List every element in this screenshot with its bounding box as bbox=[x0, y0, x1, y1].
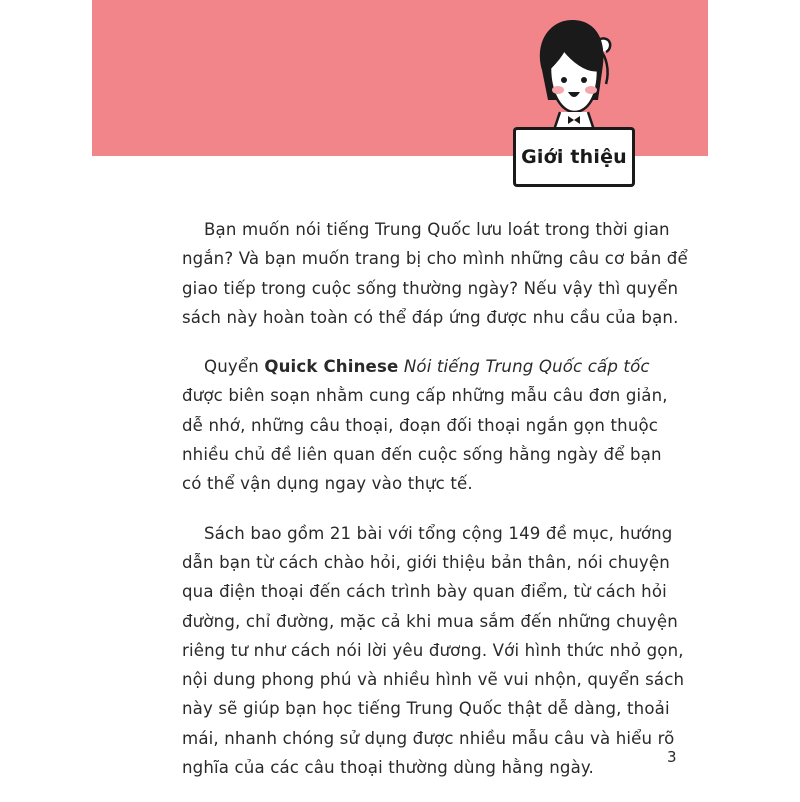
section-title: Giới thiệu bbox=[521, 146, 627, 168]
text-line: nghĩa của các câu thoại thường dùng hằng ngày. bbox=[182, 758, 594, 778]
text-line: ngắn? Và bạn muốn trang bị cho mình những câu cơ bản để bbox=[182, 249, 688, 269]
text-line: này sẽ giúp bạn học tiếng Trung Quốc thật dễ dàng, thoải bbox=[182, 699, 670, 719]
text-line: riêng tư như cách nói lời yêu đương. Với hình thức nhỏ gọn, bbox=[182, 640, 684, 660]
text-prefix: Quyển bbox=[204, 357, 265, 377]
paragraph-2 bbox=[182, 352, 672, 498]
text-line: giao tiếp trong cuộc sống thường ngày? Nếu vậy thì quyển bbox=[182, 278, 679, 298]
text-line: qua điện thoại đến cách trình bày quan điểm, từ cách hỏi bbox=[182, 582, 667, 602]
text-line: dẫn bạn từ cách chào hỏi, giới thiệu bản thân, nói chuyện bbox=[182, 552, 670, 572]
text-line: nhiều chủ đề liên quan đến cuộc sống hằng ngày để bạn bbox=[182, 445, 662, 465]
text-line: Bạn muốn nói tiếng Trung Quốc lưu loát trong thời gian bbox=[204, 220, 670, 239]
text-line: dễ nhớ, những câu thoại, đoạn đối thoại ngắn gọn thuộc bbox=[182, 415, 659, 435]
book-title-bold: Quick Chinese bbox=[264, 357, 399, 377]
text-line: mái, nhanh chóng sử dụng được nhiều mẫu câu và hiểu rõ bbox=[182, 728, 675, 748]
text-line: được biên soạn nhằm cung cấp những mẫu câu đơn giản, bbox=[182, 386, 668, 406]
girl-mascot-icon bbox=[520, 12, 630, 132]
book-page bbox=[92, 0, 708, 800]
paragraph-1 bbox=[182, 215, 688, 332]
page-number: 3 bbox=[667, 748, 677, 766]
text-line: sách này hoàn toàn có thể đáp ứng được nhu cầu của bạn. bbox=[182, 307, 679, 327]
intro-body bbox=[182, 215, 688, 802]
book-subtitle-italic: Nói tiếng Trung Quốc cấp tốc bbox=[403, 357, 650, 377]
text-line: có thể vận dụng ngay vào thực tế. bbox=[182, 474, 473, 494]
text-line: đường, chỉ đường, mặc cả khi mua sắm đến những chuyện bbox=[182, 611, 678, 631]
paragraph-3 bbox=[182, 519, 685, 783]
text-line-mixed bbox=[182, 352, 672, 381]
text-line: nội dung phong phú và nhiều hình vẽ vui nhộn, quyển sách bbox=[182, 670, 685, 690]
section-title-box bbox=[513, 127, 635, 187]
text-line: Sách bao gồm 21 bài với tổng cộng 149 đề mục, hướng bbox=[204, 523, 673, 543]
